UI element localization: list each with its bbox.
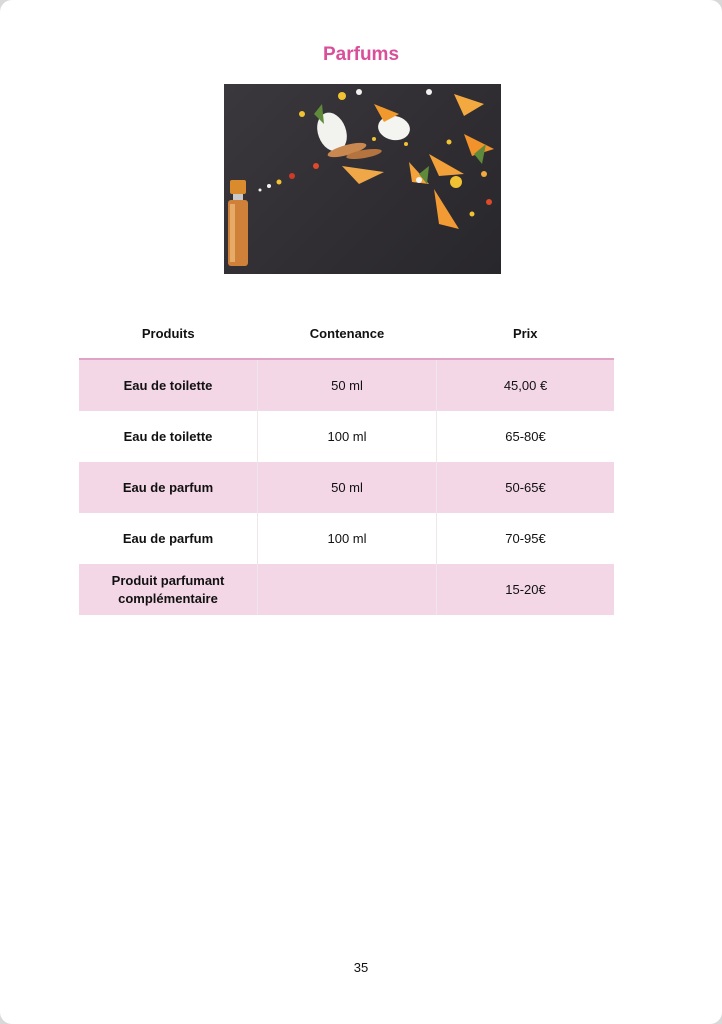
capacity-cell: 100 ml (258, 513, 437, 564)
table-row (79, 462, 614, 513)
capacity-cell (258, 564, 437, 615)
table-row (79, 513, 614, 564)
table-row (79, 359, 614, 411)
price-cell: 15-20€ (437, 564, 615, 615)
perfume-photo (224, 84, 501, 274)
header-products: Produits (79, 309, 258, 359)
header-price: Prix (437, 309, 615, 359)
product-cell: Eau de parfum (79, 513, 258, 564)
table-row (79, 411, 614, 462)
price-cell: 50-65€ (437, 462, 615, 513)
table-row (79, 564, 614, 615)
capacity-cell: 100 ml (258, 411, 437, 462)
product-cell: Eau de toilette (79, 359, 258, 411)
price-cell: 65-80€ (505, 428, 546, 444)
price-cell: 45,00 € (437, 359, 615, 411)
header-capacity: Contenance (258, 309, 437, 359)
price-table (79, 309, 614, 615)
product-cell: Produit parfumant complémentaire (79, 564, 258, 615)
capacity-cell: 50 ml (258, 359, 437, 411)
product-cell: Eau de toilette (79, 411, 258, 462)
page-number: 35 (353, 960, 369, 975)
table-header-row (79, 309, 614, 359)
page-title: Parfums (322, 44, 400, 65)
price-cell: 70-95€ (505, 530, 546, 546)
capacity-cell: 50 ml (258, 462, 437, 513)
product-cell: Eau de parfum (79, 462, 258, 513)
